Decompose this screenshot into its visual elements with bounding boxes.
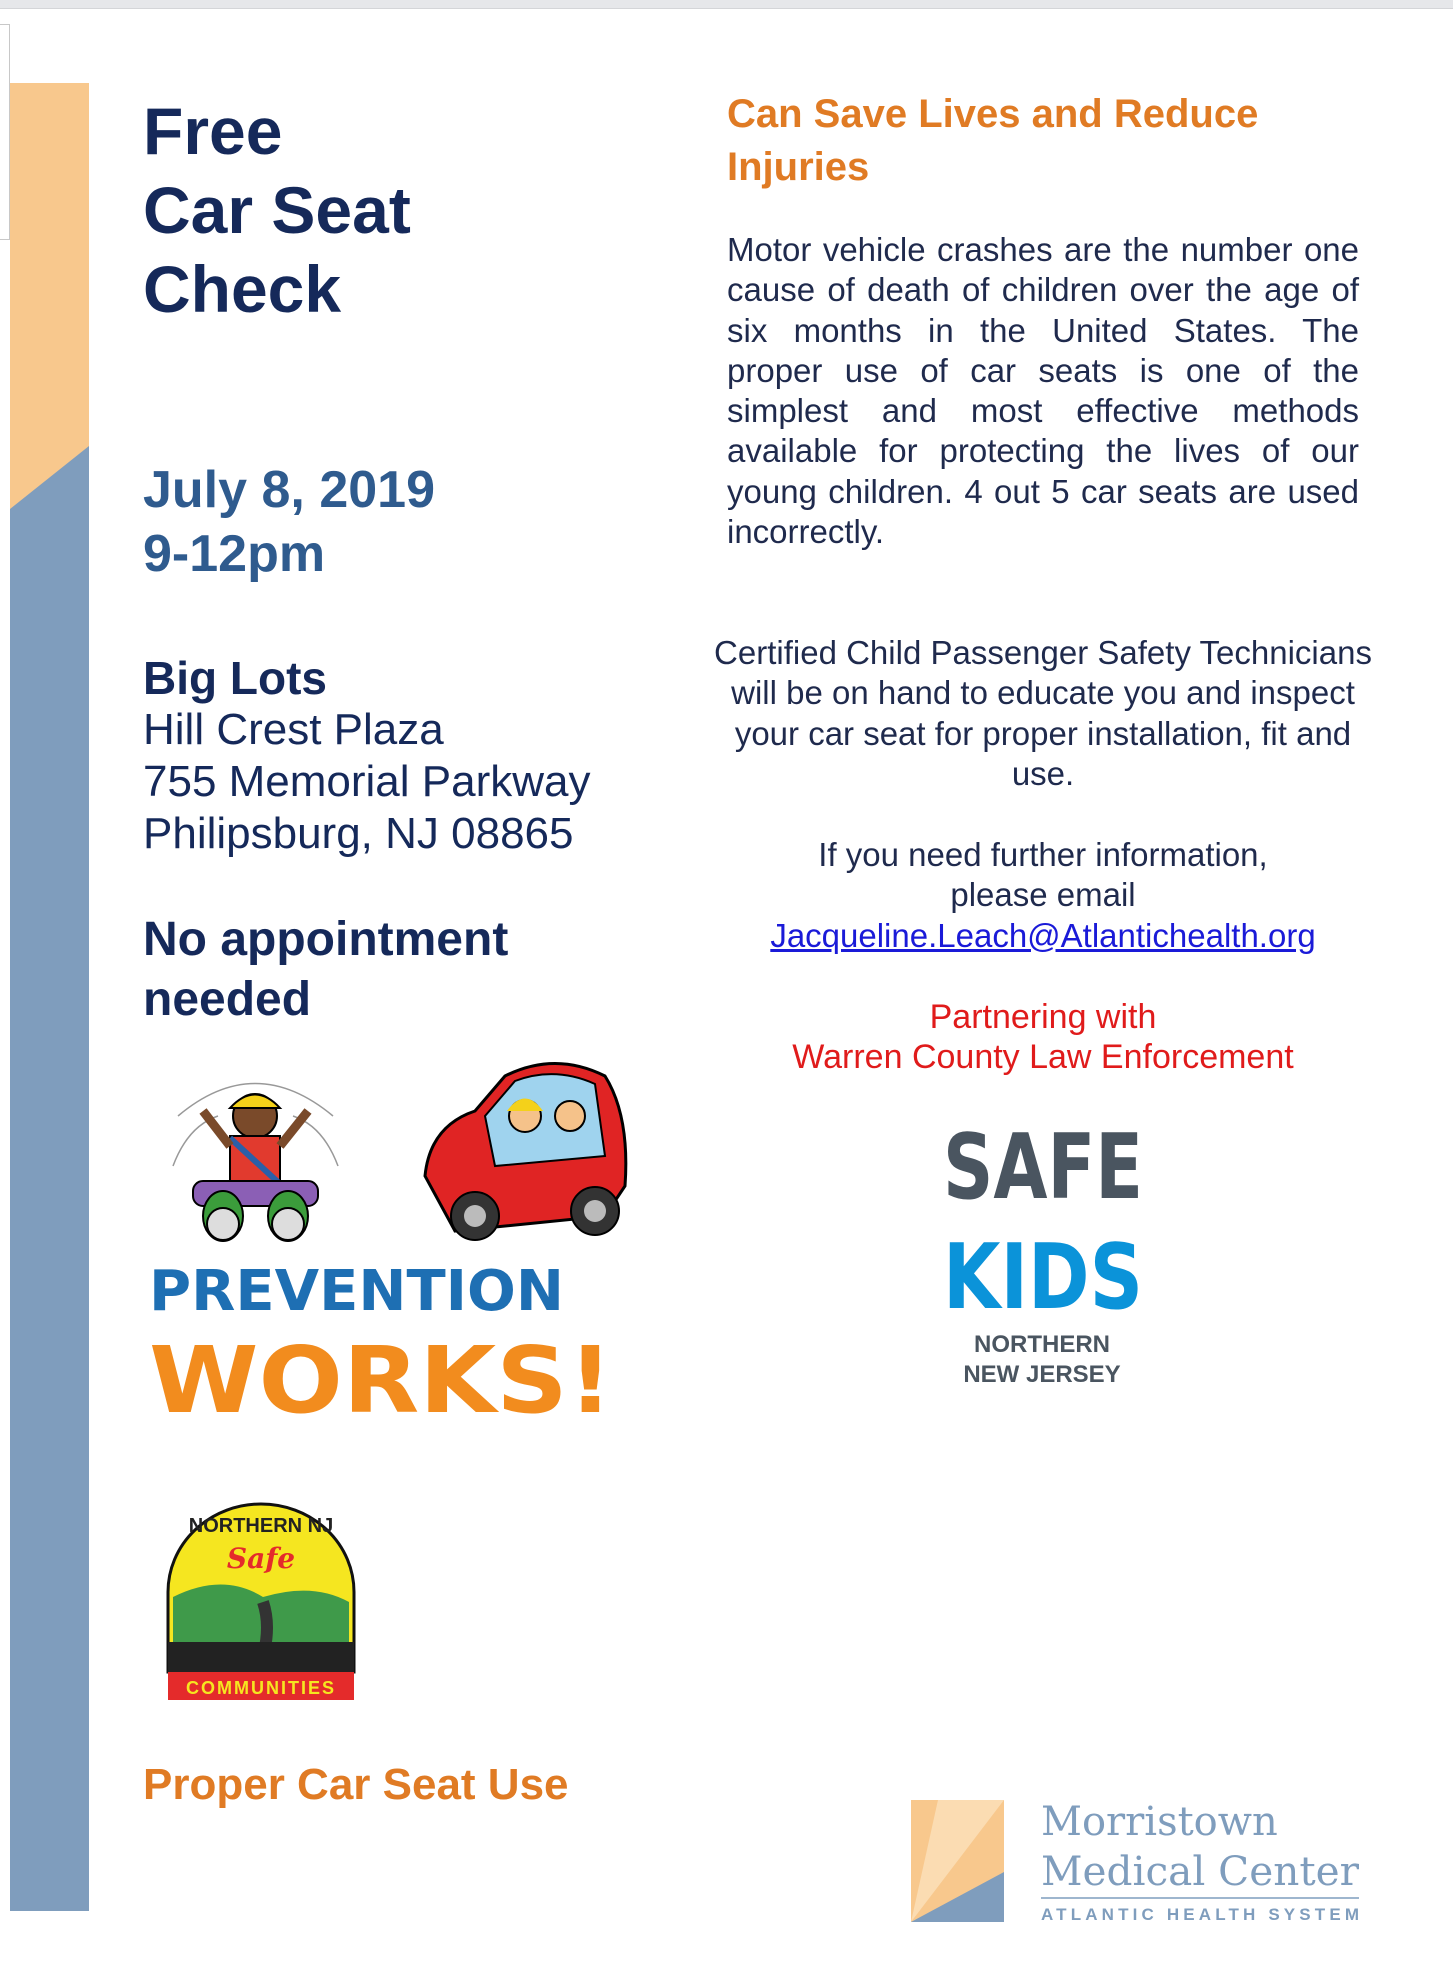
safe-communities-bottom: COMMUNITIES	[186, 1678, 336, 1698]
right-heading: Can Save Lives and Reduce Injuries	[727, 92, 1259, 189]
partner-note	[713, 997, 1373, 1077]
safe-kids-line1: SAFE	[943, 1115, 1143, 1220]
event-datetime	[143, 458, 435, 586]
morristown-line2: Medical Center	[1041, 1849, 1360, 1895]
title-line: Free	[143, 94, 283, 168]
safe-kids-logo	[940, 1112, 1146, 1388]
venue-line: 755 Memorial Parkway	[143, 757, 591, 806]
family-in-car-illustration	[415, 1056, 635, 1246]
certified-technicians-text: Certified Child Passenger Safety Technicians will be on hand to educate you and inspect your car seat for proper installation, fit and use.	[714, 634, 1372, 792]
title-line: Check	[143, 252, 342, 326]
safe-communities-middle: Safe	[226, 1542, 296, 1575]
event-title	[143, 92, 411, 329]
email-link[interactable]: Jacqueline.Leach@Atlantichealth.org	[770, 916, 1316, 954]
morristown-medical-center-logo	[908, 1796, 1363, 1928]
body-paragraph: Motor vehicle crashes are the number one cause of death of children over the age of six months in the United States. The proper use of car seats is one of the simplest and most effective methods available for protecting the lives of our young children. 4 out 5 car seats are used incorrectly.	[727, 231, 1359, 551]
venue-line: Hill Crest Plaza	[143, 705, 444, 754]
prevention-logo-line2: WORKS!	[149, 1327, 613, 1434]
info-line: If you need further information,	[818, 836, 1268, 873]
safe-kids-line4: NEW JERSEY	[963, 1361, 1121, 1388]
event-time: 9-12pm	[143, 525, 326, 583]
morristown-line3: ATLANTIC HEALTH SYSTEM	[1041, 1905, 1359, 1924]
info-line: please email	[950, 876, 1136, 914]
venue-name: Big Lots	[143, 652, 327, 704]
partner-line: Partnering with	[929, 998, 1157, 1036]
partner-line: Warren County Law Enforcement	[792, 1038, 1294, 1076]
prevention-works-logo	[145, 1256, 617, 1436]
note-line: needed	[143, 973, 312, 1026]
no-appointment-note	[143, 910, 508, 1030]
safe-communities-top: NORTHERN NJ	[188, 1515, 334, 1537]
safe-kids-line2: KIDS	[943, 1225, 1143, 1330]
proper-use-heading: Proper Car Seat Use	[143, 1760, 569, 1809]
venue	[143, 652, 591, 860]
contact-info	[713, 835, 1373, 956]
northern-nj-safe-communities-logo	[163, 1502, 359, 1704]
title-line: Car Seat	[143, 173, 411, 247]
decorative-side-strip	[10, 83, 89, 1911]
morristown-line1: Morristown	[1041, 1799, 1278, 1845]
event-date: July 8, 2019	[143, 461, 435, 519]
top-bar	[0, 0, 1453, 9]
note-line: No appointment	[143, 913, 509, 966]
prevention-logo-line1: PREVENTION	[149, 1259, 564, 1324]
safe-kids-line3: NORTHERN	[974, 1331, 1110, 1358]
page-edge	[0, 24, 10, 240]
venue-line: Philipsburg, NJ 08865	[143, 809, 574, 858]
child-in-car-seat-illustration	[168, 1056, 343, 1246]
